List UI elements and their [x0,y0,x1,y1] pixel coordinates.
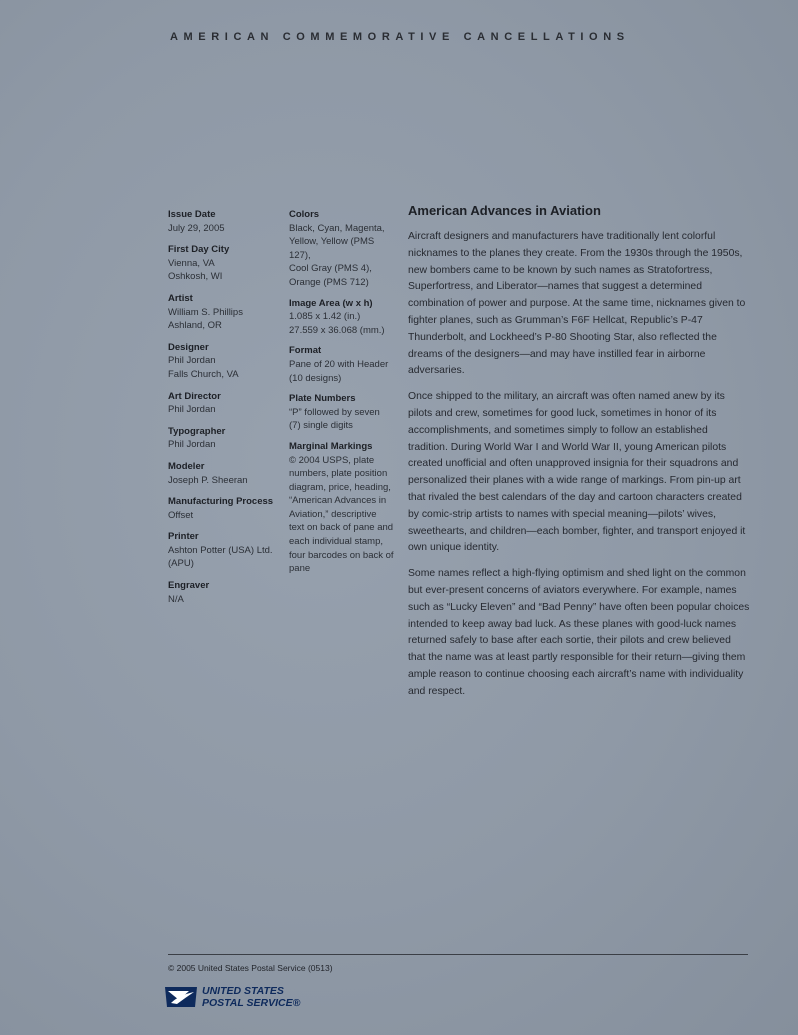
detail-first-day-city [168,243,278,284]
detail-value: N/A [168,593,184,605]
detail-label: Issue Date [168,209,216,220]
detail-value: July 29, 2005 [168,222,225,234]
detail-marginal-markings [289,440,397,576]
detail-printer [168,530,278,571]
detail-label: Manufacturing Process [168,496,274,508]
detail-format [289,344,397,385]
detail-label: Plate Numbers [289,393,356,405]
details-column-left [168,208,278,614]
detail-label: First Day City [168,244,230,256]
detail-label: Printer [168,531,199,543]
usps-wordmark: UNITED STATES POSTAL SERVICE® [202,985,301,1009]
detail-label: Typographer [168,425,226,437]
article [408,203,750,710]
article-title: American Advances in Aviation [408,203,601,218]
detail-value: Phil Jordan Falls Church, VA [168,355,239,380]
detail-manufacturing-process [168,495,278,522]
detail-value: Offset [168,509,194,521]
detail-art-director [168,390,278,417]
detail-typographer [168,425,278,452]
usps-logo [165,985,315,1013]
detail-label: Engraver [168,580,210,592]
article-paragraph: Once shipped to the military, an aircraft was often named anew by its pilots and crew, sometimes for good luck, sometimes in honor of its accomplishments, and sometimes simply to follow an established tradition. During World War I and World War II, young American pilots created unofficial and often unapproved insignia for their squadrons and personalized their planes with a wide range of markings. From pin-up art that rivaled the best calendars of the day and cartoon characters created by comic-strip artists to names with special meaning—pilots’ wives, sweethearts, and children—each bomber, fighter, and transport enjoyed it own unique identity. [408,391,746,554]
eagle-logo-icon [165,985,199,1009]
detail-label: Marginal Markings [289,440,373,452]
copyright-notice: © 2005 United States Postal Service (0513) [168,963,333,973]
detail-artist [168,292,278,333]
article-paragraph: Some names reflect a high-flying optimism and shed light on the common but ever-present concerns of aviators everywhere. For example, names such as “Lucky Eleven” and “Bad Penny” have often been popular choices intended to keep away bad luck. As these planes with good-luck names returned safely to base after each sortie, their pilots and crew believed that the name was at least partly responsible for their return—giving them ample reason to continue choosing each aircraft’s name with individuality and respect. [408,568,750,697]
detail-plate-numbers [289,392,397,433]
detail-label: Art Director [168,390,221,402]
detail-value: Pane of 20 with Header (10 designs) [289,358,389,384]
detail-value: © 2004 USPS, plate numbers, plate position diagram, price, heading, “American Advances in Aviation,” descriptive text on back of pane and each individual stamp, four barcodes on back of pane [289,454,394,575]
detail-value: Joseph P. Sheeran [168,474,248,486]
detail-engraver [168,579,278,606]
detail-value: William S. Phillips Ashland, OR [168,306,243,332]
detail-image-area [289,297,397,338]
detail-designer [168,341,278,382]
detail-value: Ashton Potter (USA) Ltd. (APU) [168,544,273,570]
detail-value: 1.085 x 1.42 (in.) 27.559 x 36.068 (mm.) [289,311,385,336]
detail-label: Designer [168,341,209,353]
detail-issue-date [168,208,278,235]
detail-value: Phil Jordan [168,439,216,451]
detail-label: Colors [289,209,320,220]
detail-label: Artist [168,292,193,304]
detail-value: Vienna, VA Oshkosh, WI [168,257,223,283]
detail-colors [289,208,397,290]
detail-label: Format [289,345,322,357]
page-header: AMERICAN COMMEMORATIVE CANCELLATIONS [170,31,630,43]
detail-label: Modeler [168,460,205,472]
detail-modeler [168,460,278,487]
detail-value: “P” followed by seven (7) single digits [289,406,380,432]
article-paragraph: Aircraft designers and manufacturers have traditionally lent colorful nicknames to the planes they create. From the 1930s through the 1950s, new bombers came to be known by such names as Stratofortress, Superfortress, and Liberator—names that suggest a determined combination of power and purpose. At the same time, nicknames given to fighter planes, such as Grumman’s F6F Hellcat, Republic’s P-47 Thunderbolt, and Lockheed’s P-80 Shooting Star, also reflected the dreams of the designers—and may have instilled fear in airborne adversaries. [408,231,746,377]
footer-divider [168,954,748,955]
details-column-right [289,208,397,583]
detail-value: Phil Jordan [168,404,216,416]
detail-value: Black, Cyan, Magenta, Yellow, Yellow (PMS 127), Cool Gray (PMS 4), Orange (PMS 712) [289,222,385,288]
detail-label: Image Area (w x h) [289,297,373,309]
